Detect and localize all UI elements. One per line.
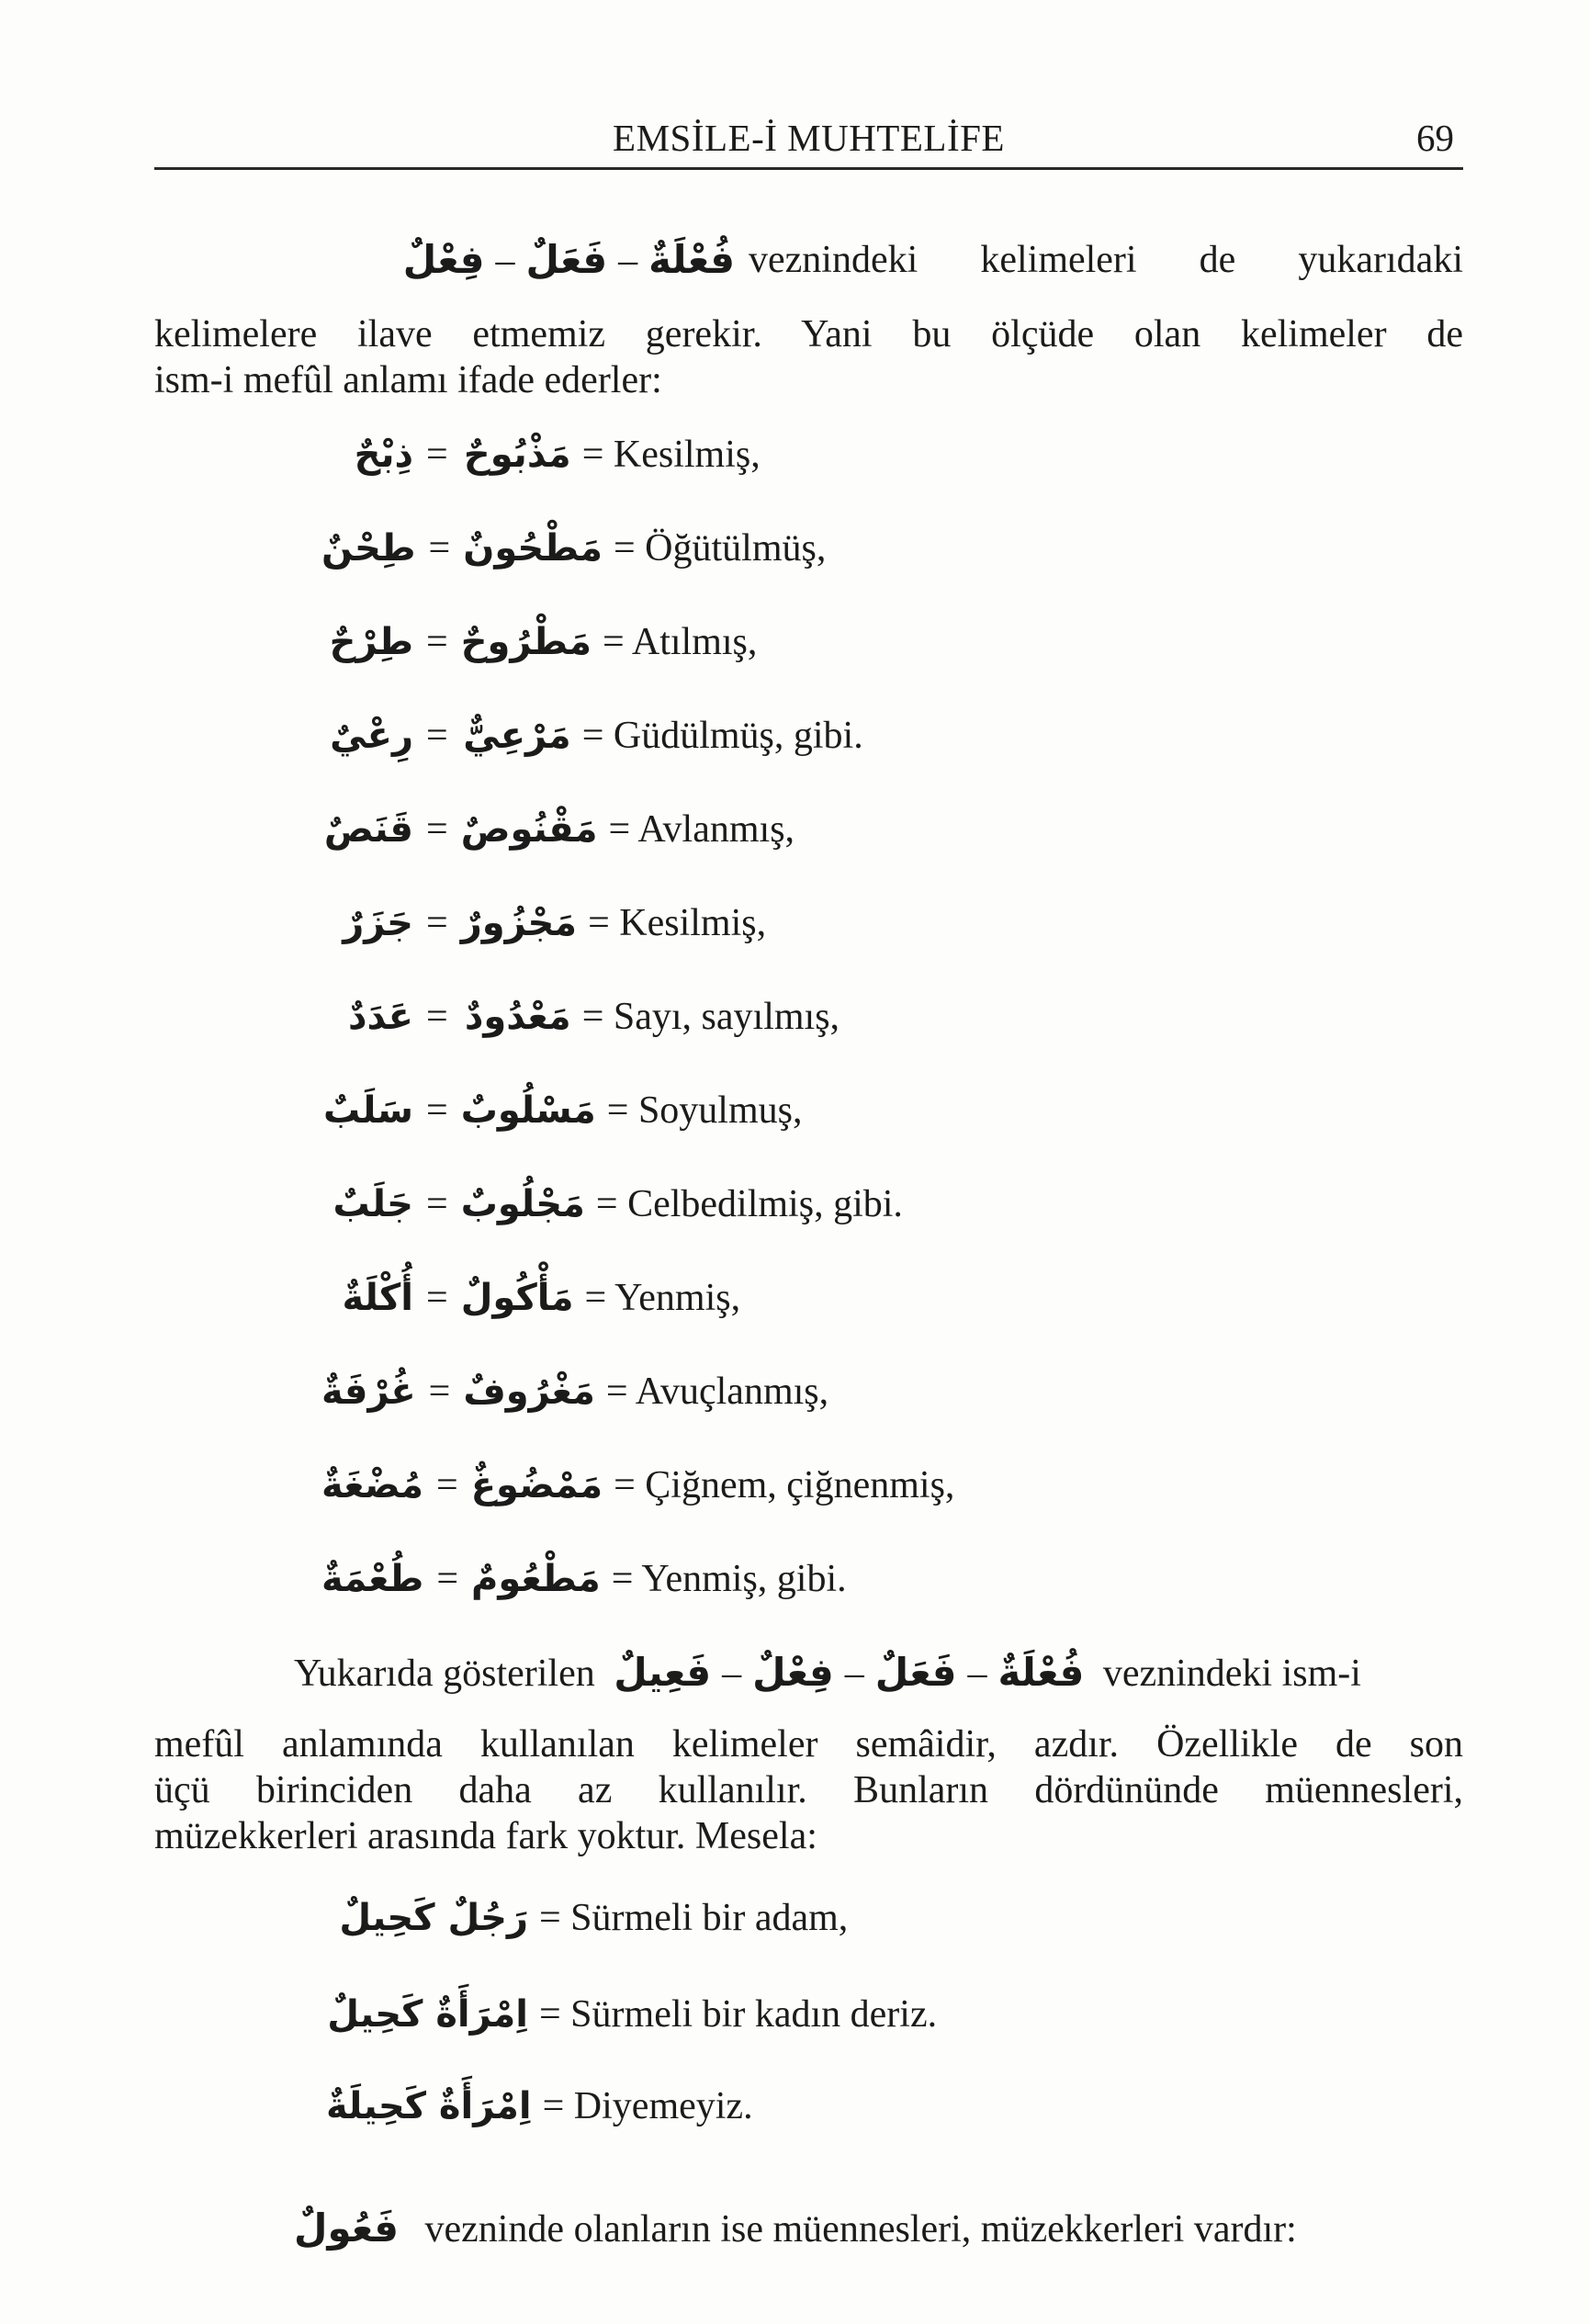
- arabic-pattern: فَعَلٌ: [525, 237, 608, 282]
- arabic-form: مَسْلُوبٌ: [460, 1089, 596, 1132]
- arabic-word: طِرْحٌ: [329, 621, 413, 663]
- arabic-word: عَدَدٌ: [348, 996, 413, 1038]
- equals-sign: =: [426, 715, 448, 757]
- example-meaning: = Celbedilmiş, gibi.: [595, 1183, 903, 1225]
- example-row: [321, 807, 794, 852]
- intro-arabic-patterns: فُعْلَةٌ–فَعَلٌ–فِعْلٌ: [402, 237, 735, 282]
- arabic-form: مَأْكُولٌ: [460, 1277, 574, 1319]
- arabic-word: طِحْنٌ: [321, 527, 416, 570]
- arabic-word: جَلَبٌ: [332, 1183, 413, 1225]
- equals-sign: =: [426, 808, 448, 851]
- intro-text: veznindeki kelimeleri de yukarıdaki: [749, 239, 1463, 281]
- example-meaning: = Sürmeli bir adam,: [539, 1897, 849, 1939]
- arabic-word: سَلَبٌ: [322, 1089, 413, 1132]
- arabic-phrase: اِمْرَأَةٌ كَحِيلَةٌ: [326, 2085, 532, 2127]
- equals-sign: =: [426, 434, 448, 476]
- arabic-form: مَعْدُودٌ: [464, 996, 571, 1038]
- final-line: [294, 2206, 1463, 2251]
- paragraph2-line-3: üçü birinciden daha az kullanılır. Bunların dördününde müennesleri,: [154, 1769, 1463, 1811]
- header-title: EMSİLE-İ MUHTELİFE: [613, 117, 1005, 159]
- arabic-phrase: اِمْرَأَةٌ كَحِيلٌ: [327, 1993, 528, 2036]
- arabic-pattern: فَعَلٌ: [874, 1650, 957, 1695]
- paragraph2-lead: Yukarıda gösterilen: [294, 1653, 595, 1695]
- arabic-form: مَجْزُورٌ: [460, 902, 578, 944]
- arabic-word: قَنَصٌ: [323, 808, 413, 851]
- example-row: [321, 619, 757, 665]
- arabic-word: غُرْفَةٌ: [321, 1371, 416, 1413]
- example-meaning: = Atılmış,: [603, 621, 758, 663]
- example-row: [321, 1088, 803, 1134]
- paragraph2-line-1: [294, 1650, 1463, 1695]
- example-row: [321, 1181, 903, 1227]
- example-meaning: = Sayı, sayılmış,: [581, 996, 840, 1038]
- arabic-form: مَجْلُوبٌ: [460, 1183, 585, 1225]
- arabic-form: مَذْبُوحٌ: [463, 434, 571, 476]
- equals-sign: =: [428, 1371, 451, 1413]
- final-arabic-pattern: فَعُولٌ: [294, 2206, 399, 2251]
- arabic-pattern: فِعْلٌ: [402, 237, 485, 282]
- example-meaning: = Soyulmuş,: [606, 1089, 803, 1132]
- example-meaning: = Avlanmış,: [608, 808, 795, 851]
- intro-line-2: kelimelere ilave etmemiz gerekir. Yani bu ölçüde olan kelimeler de: [154, 313, 1463, 355]
- arabic-form: مَطْرُوحٌ: [460, 621, 592, 663]
- arabic-phrase: رَجُلٌ كَحِيلٌ: [339, 1897, 528, 1939]
- arabic-word: رِعْيٌ: [330, 715, 413, 757]
- arabic-word: أُكْلَةٌ: [342, 1277, 413, 1319]
- equals-sign: =: [426, 902, 448, 944]
- example-meaning: = Diyemeyiz.: [542, 2085, 753, 2127]
- equals-sign: =: [426, 1089, 448, 1132]
- example-meaning: = Kesilmiş,: [588, 902, 767, 944]
- example-meaning: = Sürmeli bir kadın deriz.: [539, 1993, 938, 2036]
- arabic-form: مَمْضُوغٌ: [470, 1464, 603, 1506]
- example-row: [326, 1895, 848, 1941]
- arabic-form: مَرْعِيٌّ: [463, 715, 571, 757]
- arabic-form: مَقْنُوصٌ: [460, 808, 598, 851]
- running-header: [154, 110, 1463, 170]
- example-row: [321, 1369, 828, 1415]
- example-row: [321, 525, 826, 571]
- example-row: [321, 1275, 740, 1321]
- equals-sign: =: [436, 1464, 458, 1506]
- example-row: [321, 994, 840, 1040]
- example-row: [326, 1991, 937, 2037]
- arabic-form: مَغْرُوفٌ: [463, 1371, 595, 1413]
- equals-sign: =: [436, 1558, 459, 1600]
- example-row: [321, 713, 863, 759]
- example-row: [321, 432, 761, 478]
- example-meaning: = Kesilmiş,: [581, 434, 761, 476]
- arabic-word: طُعْمَةٌ: [321, 1558, 424, 1600]
- final-text: vezninde olanların ise müennesleri, müzekkerleri vardır:: [424, 2208, 1297, 2251]
- example-meaning: = Çiğnem, çiğnenmiş,: [614, 1464, 955, 1506]
- intro-line-3: ism-i mefûl anlamı ifade ederler:: [154, 359, 662, 401]
- arabic-pattern: فُعْلَةٌ: [648, 237, 735, 282]
- paragraph2-arabic-patterns: فُعْلَةٌ–فَعَلٌ–فِعْلٌ–فَعِيلٌ: [614, 1650, 1085, 1695]
- example-meaning: = Avuçlanmış,: [605, 1371, 829, 1413]
- example-meaning: = Yenmiş, gibi.: [611, 1558, 847, 1600]
- equals-sign: =: [426, 1277, 448, 1319]
- arabic-pattern: فُعْلَةٌ: [997, 1650, 1085, 1695]
- page-number: 69: [1416, 117, 1454, 159]
- equals-sign: =: [426, 1183, 448, 1225]
- equals-sign: =: [426, 996, 448, 1038]
- paragraph2-tail: veznindeki ism-i: [1102, 1653, 1361, 1695]
- example-row: [321, 1462, 954, 1508]
- example-row: [321, 1556, 847, 1602]
- arabic-form: مَطْعُومٌ: [471, 1558, 601, 1600]
- arabic-word: مُضْغَةٌ: [321, 1464, 424, 1506]
- arabic-word: جَزَرٌ: [343, 902, 413, 944]
- equals-sign: =: [426, 621, 448, 663]
- intro-line-1: [312, 237, 1463, 282]
- equals-sign: =: [428, 527, 451, 570]
- example-meaning: = Yenmiş,: [584, 1277, 741, 1319]
- arabic-pattern: فَعِيلٌ: [614, 1650, 712, 1695]
- example-meaning: = Öğütülmüş,: [613, 527, 827, 570]
- example-meaning: = Güdülmüş, gibi.: [581, 715, 863, 757]
- example-row: [326, 2083, 753, 2129]
- example-row: [321, 900, 766, 946]
- arabic-pattern: فِعْلٌ: [752, 1650, 834, 1695]
- paragraph2-line-2: mefûl anlamında kullanılan kelimeler semâidir, azdır. Özellikle de son: [154, 1723, 1463, 1766]
- arabic-form: مَطْحُونٌ: [463, 527, 603, 570]
- paragraph2-line-4: müzekkerleri arasında fark yoktur. Mesela:: [154, 1815, 817, 1857]
- arabic-word: ذِبْحٌ: [354, 434, 413, 476]
